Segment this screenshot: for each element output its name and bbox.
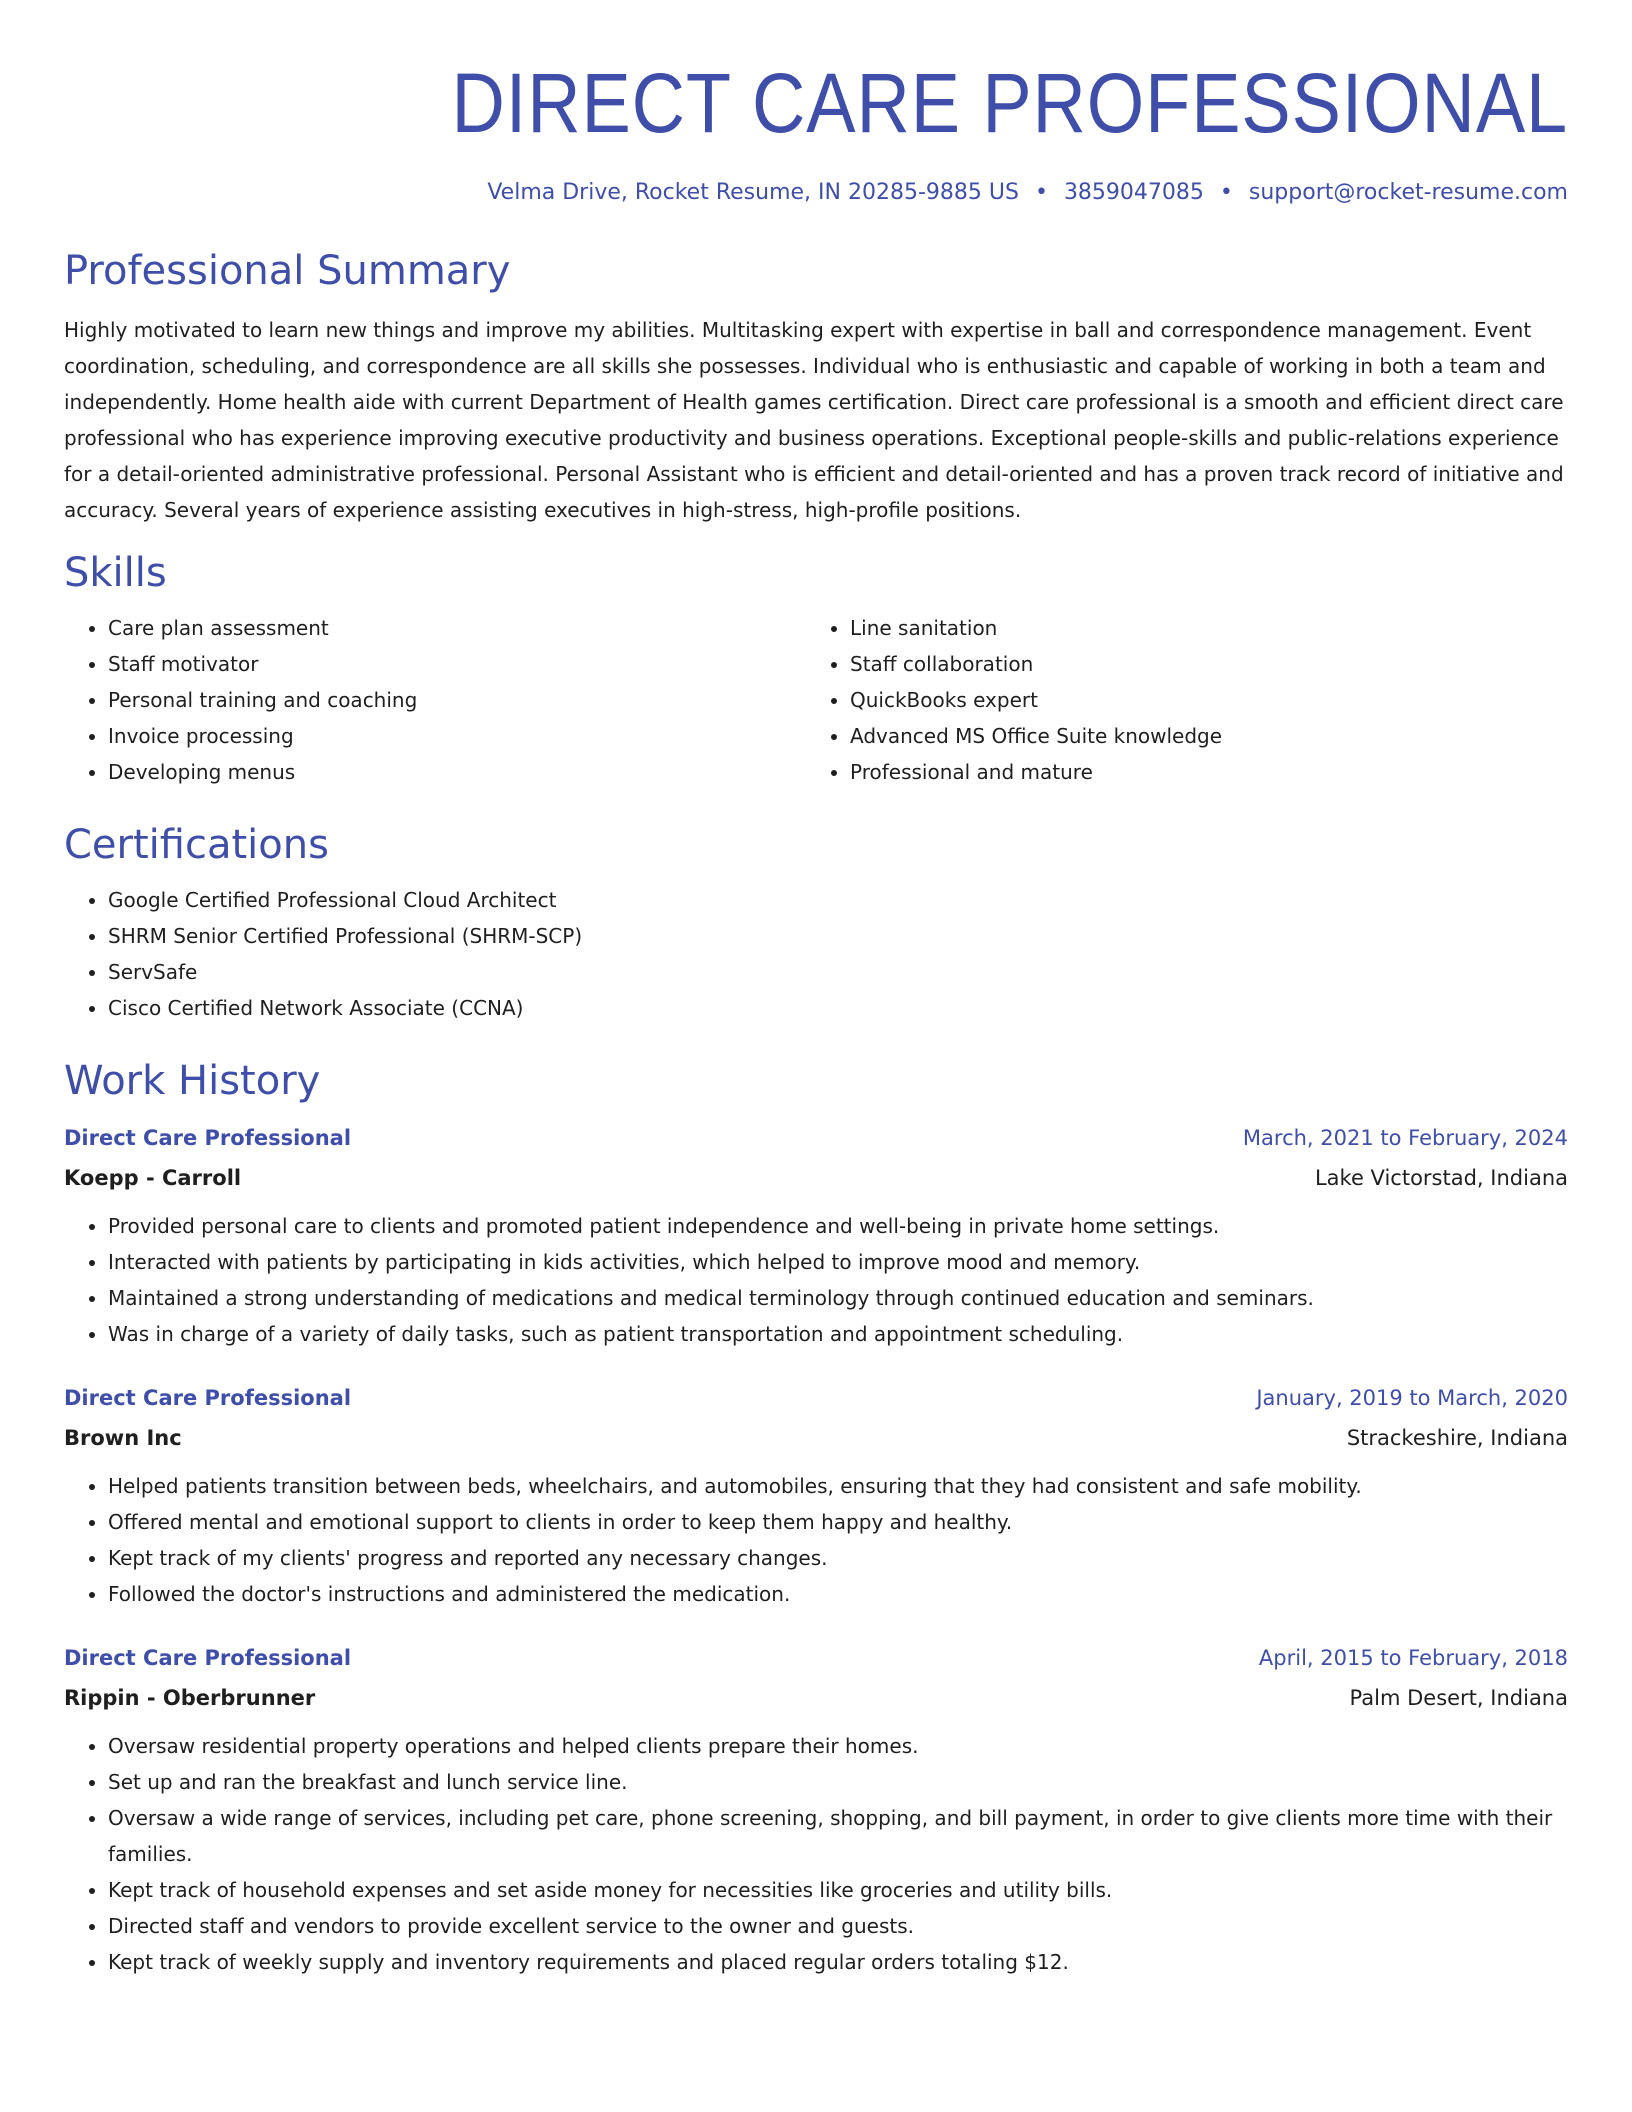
job-entry <box>64 1638 1568 1980</box>
job-bullet: • Interacted with patients by participating in kids activities, which helped to improve mood and memory. <box>108 1244 1568 1280</box>
summary-heading: Professional Summary <box>64 248 511 294</box>
certification-item: • ServSafe <box>108 954 1568 990</box>
job-bullet: • Helped patients transition between beds, wheelchairs, and automobiles, ensuring that they had consistent and safe mobility. <box>108 1468 1568 1504</box>
job-bullets <box>64 1728 1568 1980</box>
resume-page <box>64 48 1568 1980</box>
skill-item: • QuickBooks expert <box>850 682 1548 718</box>
job-dates: January, 2019 to March, 2020 <box>1256 1386 1568 1410</box>
summary-text: Highly motivated to learn new things and improve my abilities. Multitasking expert with expertise in ball and correspondence management. Event coordination, scheduling, and correspondence are all skills she possesses. Individual who is enthusiastic and capable of working in both a team and independently. Home health aide with current Department of Health games certification. Direct care professional is a smooth and efficient direct care professional who has experience improving executive productivity and business operations. Exceptional people-skills and public-relations experience for a detail-oriented administrative professional. Personal Assistant who is efficient and detail-oriented and has a proven track record of initiative and accuracy. Several years of experience assisting executives in high-stress, high-profile positions. <box>64 318 1564 522</box>
job-bullet: • Was in charge of a variety of daily tasks, such as patient transportation and appointment scheduling. <box>108 1316 1568 1352</box>
contact-email: support@rocket-resume.com <box>1248 180 1568 205</box>
contact-line <box>64 176 1568 210</box>
job-bullets <box>64 1468 1568 1612</box>
job-entry <box>64 1118 1568 1352</box>
certification-item: • Google Certified Professional Cloud Architect <box>108 882 1568 918</box>
skills-column-left <box>64 610 806 790</box>
skill-item: • Invoice processing <box>108 718 806 754</box>
job-dates: March, 2021 to February, 2024 <box>1242 1126 1568 1150</box>
job-bullet: • Kept track of household expenses and set aside money for necessities like groceries and utility bills. <box>108 1872 1568 1908</box>
separator-dot: • <box>1219 180 1233 205</box>
skill-item: • Care plan assessment <box>108 610 806 646</box>
job-bullet: • Provided personal care to clients and promoted patient independence and well-being in private home settings. <box>108 1208 1568 1244</box>
skill-item: • Advanced MS Office Suite knowledge <box>850 718 1548 754</box>
job-bullet: • Maintained a strong understanding of medications and medical terminology through continued education and seminars. <box>108 1280 1568 1316</box>
job-company: Brown Inc <box>64 1426 182 1450</box>
certifications-list <box>64 882 1568 1026</box>
job-title: Direct Care Professional <box>64 1646 352 1670</box>
separator-dot: • <box>1034 180 1048 205</box>
job-title: Direct Care Professional <box>64 1386 352 1410</box>
certification-item: • Cisco Certified Network Associate (CCNA) <box>108 990 1568 1026</box>
job-title: Direct Care Professional <box>64 1126 352 1150</box>
skill-item: • Developing menus <box>108 754 806 790</box>
job-bullet: • Offered mental and emotional support to clients in order to keep them happy and healthy. <box>108 1504 1568 1540</box>
job-location: Palm Desert, Indiana <box>1349 1686 1568 1710</box>
work-history-heading: Work History <box>64 1058 321 1104</box>
skill-item: • Staff motivator <box>108 646 806 682</box>
skill-item: • Personal training and coaching <box>108 682 806 718</box>
skill-item: • Staff collaboration <box>850 646 1548 682</box>
job-bullet: • Kept track of weekly supply and inventory requirements and placed regular orders totaling $12. <box>108 1944 1568 1980</box>
job-bullet: • Oversaw residential property operations and helped clients prepare their homes. <box>108 1728 1568 1764</box>
skill-item: • Professional and mature <box>850 754 1548 790</box>
page-title: DIRECT CARE PROFESSIONAL <box>451 56 1568 150</box>
skill-item: • Line sanitation <box>850 610 1548 646</box>
contact-phone: 3859047085 <box>1063 180 1204 205</box>
skills-list <box>64 610 1568 790</box>
job-bullet: • Oversaw a wide range of services, including pet care, phone screening, shopping, and bill payment, in order to give clients more time with their families. <box>108 1800 1568 1872</box>
job-bullet: • Kept track of my clients' progress and reported any necessary changes. <box>108 1540 1568 1576</box>
certifications-heading: Certifications <box>64 822 329 868</box>
job-location: Lake Victorstad, Indiana <box>1314 1166 1568 1190</box>
job-location: Strackeshire, Indiana <box>1346 1426 1568 1450</box>
job-dates: April, 2015 to February, 2018 <box>1258 1646 1568 1670</box>
job-company: Koepp - Carroll <box>64 1166 242 1190</box>
job-bullet: • Set up and ran the breakfast and lunch service line. <box>108 1764 1568 1800</box>
job-bullet: • Directed staff and vendors to provide excellent service to the owner and guests. <box>108 1908 1568 1944</box>
certification-item: • SHRM Senior Certified Professional (SHRM-SCP) <box>108 918 1568 954</box>
job-bullet: • Followed the doctor's instructions and administered the medication. <box>108 1576 1568 1612</box>
job-company: Rippin - Oberbrunner <box>64 1686 316 1710</box>
skills-column-right <box>806 610 1548 790</box>
job-bullets <box>64 1208 1568 1352</box>
skills-heading: Skills <box>64 550 167 596</box>
contact-address: Velma Drive, Rocket Resume, IN 20285-9885 US <box>487 180 1019 205</box>
job-entry <box>64 1378 1568 1612</box>
